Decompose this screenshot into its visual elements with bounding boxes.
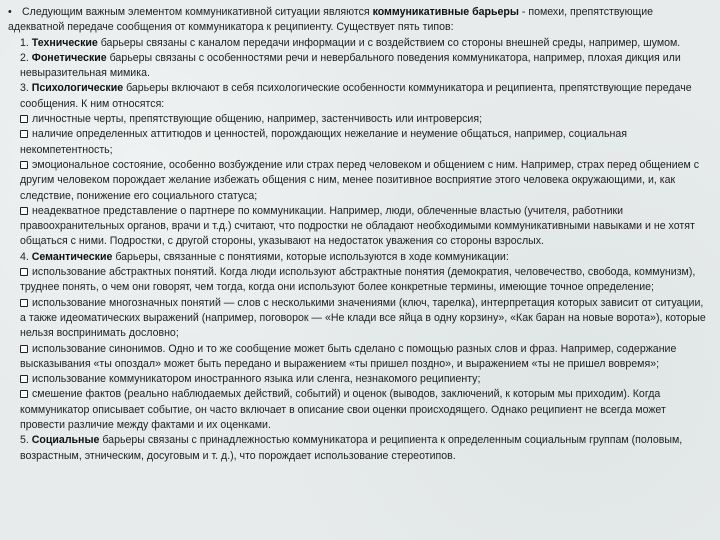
technical-paragraph — [20, 36, 712, 51]
social-term: Социальные — [31, 434, 100, 447]
technical-term: Технические — [31, 36, 98, 49]
psychological-paragraph — [20, 81, 712, 112]
checkbox-square-icon — [20, 375, 28, 383]
social-number: 5. — [20, 434, 32, 447]
checkbox-square-icon — [20, 299, 28, 307]
checkbox-square-icon — [20, 345, 28, 353]
list-item-text: эмоциональное состояние, особенно возбуждение или страх перед человеком и общением с ним. Например, страх перед общением с другим человеком порождает желание избежать общения с ним, менее позитивное восприятие этого человека окружающими, и, как следствие, понижение его социального статуса; — [20, 158, 700, 202]
psychological-term: Психологические — [31, 82, 124, 95]
list-item-text: использование синонимов. Одно и то же сообщение может быть сделано с помощью разных слов и фраз. Например, содержание высказывания «ты опоздал» может быть передано и выражением «ты пришел поздно», и выражением «ты не пришел вовремя»; — [20, 342, 677, 370]
bullet-icon: • — [8, 6, 12, 18]
intro-text-pre: Следующим важным элементом коммуникативной ситуации являются — [22, 6, 373, 18]
phonetic-number: 2. — [20, 51, 32, 64]
phonetic-text: барьеры связаны с особенностями речи и невербального поведения коммуникатора, например, плохая дикция или невыразительная мимика. — [20, 51, 681, 80]
semantic-number: 4. — [20, 250, 32, 263]
list-item-text: наличие определенных аттитюдов и ценностей, порождающих нежелание и неумение общаться, например, социальная некомпетентность; — [20, 128, 628, 156]
intro-paragraph — [8, 5, 712, 36]
checkbox-square-icon — [20, 207, 28, 215]
list-item-text: использование абстрактных понятий. Когда люди используют абстрактные понятия (демократия, человечество, свобода, коммунизм), труднее понять, о чем они говорят, чем тогда, когда они используют более конкретные термины, имеющие точное определение; — [20, 266, 696, 294]
checkbox-square-icon — [20, 390, 28, 398]
psychological-text: барьеры включают в себя психологические особенности коммуникатора и реципиента, препятствующие передаче сообщения. К ним относятся: — [20, 82, 692, 110]
intro-term: коммуникативные барьеры — [372, 6, 519, 18]
list-item — [20, 372, 712, 387]
list-item — [20, 296, 712, 342]
intro-text-post: - помехи, препятствующие адекватной передаче сообщения от коммуникатора к реципиенту. Существует пять типов: — [8, 6, 654, 34]
technical-number: 1. — [20, 36, 32, 49]
list-item — [20, 342, 712, 373]
list-item-text: использование коммуникатором иностранного языка или сленга, незнакомого реципиенту; — [32, 373, 481, 386]
checkbox-square-icon — [20, 115, 28, 123]
list-item-text: смешение фактов (реально наблюдаемых действий, событий) и оценок (выводов, заключений, к которым мы приходим). Когда коммуникатор описывает событие, он часто включает в описание свои оценки происходящего. Однако реципиент не всегда может провести различие между фактами и их оценками. — [20, 388, 666, 432]
checkbox-square-icon — [20, 268, 28, 276]
list-item — [20, 387, 712, 433]
social-paragraph — [20, 433, 712, 464]
semantic-text: барьеры, связанные с понятиями, которые используются в ходе коммуникации: — [112, 250, 509, 263]
social-text: барьеры связаны с принадлежностью коммуникатора и реципиента к определенным социальным группам (половым, возрастным, этническим, досуговым и т. д.), что порождает использование стереотипов. — [20, 434, 683, 462]
checkbox-square-icon — [20, 161, 28, 169]
list-item — [20, 127, 712, 158]
psychological-number: 3. — [20, 82, 32, 95]
list-item-text: личностные черты, препятствующие общению, например, застенчивость или интроверсия; — [32, 113, 483, 126]
list-item-text: использование многозначных понятий — слов с несколькими значениями (ключ, тарелка), интерпретация которых зависит от ситуации, а также идеоматических выражений (например, поговорок — «Не клади все яйца в одну корзину», «Как баран на новые ворота»), которые нельзя воспринимать дословно; — [20, 296, 706, 340]
semantic-paragraph — [20, 250, 712, 265]
phonetic-term: Фонетические — [31, 51, 107, 64]
list-item — [20, 204, 712, 250]
semantic-term: Семантические — [31, 250, 113, 263]
technical-text: барьеры связаны с каналом передачи информации и с воздействием со стороны внешней среды, например, шумом. — [97, 36, 681, 49]
phonetic-paragraph — [20, 51, 712, 82]
list-item-text: неадекватное представление о партнере по коммуникации. Например, люди, облеченные властью (учителя, работники правоохранительных органов, врачи и т.д.) считают, что подростки не обладают необходимыми коммуникативными навыками и не хотят общаться с ними. Подростки, с другой стороны, указывают на недостаток уважения со стороны взрослых. — [20, 204, 695, 248]
list-item — [20, 112, 712, 127]
checkbox-square-icon — [20, 130, 28, 138]
list-item — [20, 265, 712, 296]
list-item — [20, 158, 712, 204]
